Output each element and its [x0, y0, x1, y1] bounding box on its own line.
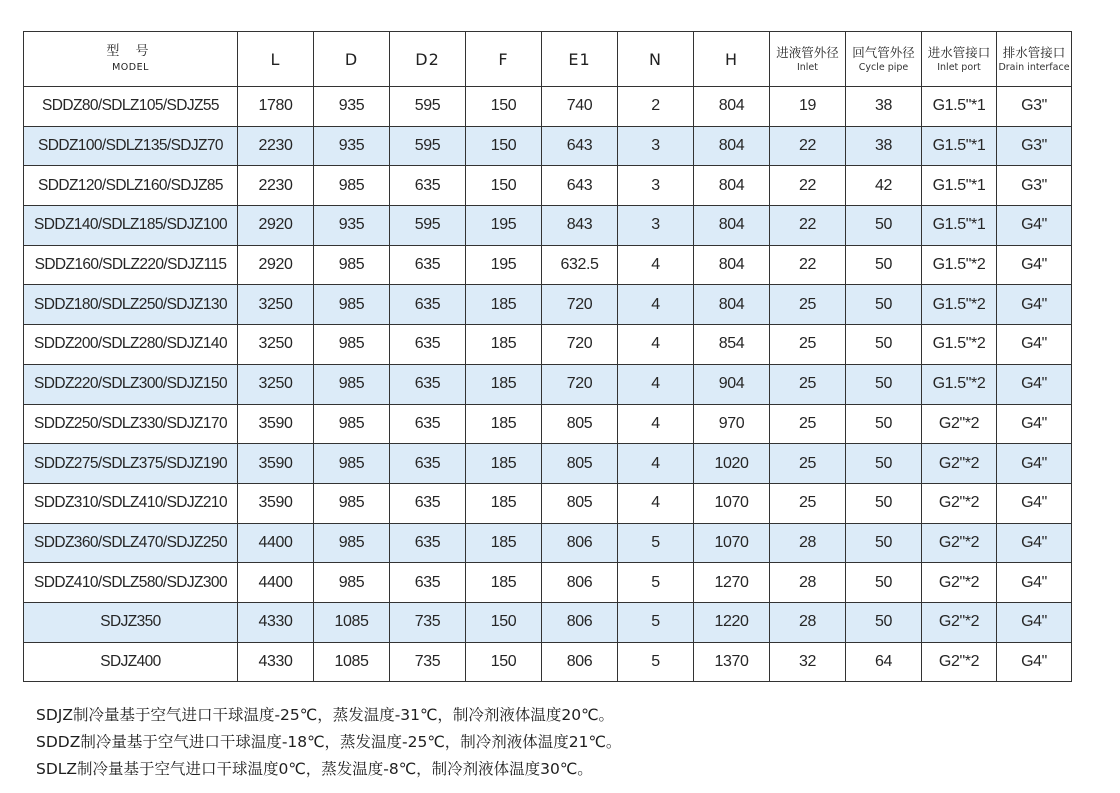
cell-inlet-port: G2"*2 [922, 642, 997, 682]
cell-f: 150 [466, 602, 542, 642]
cell-l: 3250 [238, 285, 314, 325]
cell-cycle-pipe: 50 [846, 523, 922, 563]
cell-cycle-pipe: 42 [846, 166, 922, 206]
cell-inlet: 19 [770, 87, 846, 127]
cell-d: 985 [314, 285, 390, 325]
table-row [24, 563, 1072, 603]
cell-d2: 635 [390, 563, 466, 603]
cell-l: 2230 [238, 166, 314, 206]
cell-d: 935 [314, 87, 390, 127]
header-inlet-port-en: Inlet port [937, 61, 981, 73]
cell-e1: 720 [542, 364, 618, 404]
cell-e1: 805 [542, 483, 618, 523]
cell-l: 3590 [238, 483, 314, 523]
table-row [24, 166, 1072, 206]
cell-inlet: 28 [770, 563, 846, 603]
cell-d2: 635 [390, 285, 466, 325]
cell-model: SDDZ180/SDLZ250/SDJZ130 [24, 285, 238, 325]
cell-e1: 805 [542, 404, 618, 444]
cell-drain-interface: G3" [997, 87, 1072, 127]
cell-n: 4 [618, 325, 694, 365]
cell-l: 4330 [238, 602, 314, 642]
cell-e1: 643 [542, 166, 618, 206]
header-cycle-pipe-cn: 回气管外径 [852, 44, 915, 60]
header-h: H [694, 32, 770, 87]
table-row [24, 285, 1072, 325]
cell-h: 1220 [694, 602, 770, 642]
cell-cycle-pipe: 50 [846, 602, 922, 642]
cell-drain-interface: G4" [997, 642, 1072, 682]
cell-f: 185 [466, 523, 542, 563]
cell-model: SDDZ140/SDLZ185/SDJZ100 [24, 206, 238, 246]
header-d2: D2 [390, 32, 466, 87]
cell-h: 804 [694, 245, 770, 285]
cell-l: 3590 [238, 444, 314, 484]
cell-cycle-pipe: 50 [846, 483, 922, 523]
cell-e1: 720 [542, 325, 618, 365]
cell-n: 5 [618, 563, 694, 603]
cell-inlet-port: G2"*2 [922, 444, 997, 484]
cell-n: 3 [618, 126, 694, 166]
cell-f: 150 [466, 642, 542, 682]
cell-model: SDDZ250/SDLZ330/SDJZ170 [24, 404, 238, 444]
cell-drain-interface: G3" [997, 166, 1072, 206]
cell-inlet: 22 [770, 126, 846, 166]
cell-cycle-pipe: 50 [846, 325, 922, 365]
cell-inlet-port: G1.5"*1 [922, 166, 997, 206]
table-row [24, 87, 1072, 127]
cell-l: 4400 [238, 563, 314, 603]
cell-h: 804 [694, 166, 770, 206]
header-cycle-pipe-en: Cycle pipe [858, 61, 909, 73]
cell-n: 2 [618, 87, 694, 127]
cell-d2: 735 [390, 602, 466, 642]
cell-model: SDJZ400 [24, 642, 238, 682]
cell-inlet: 25 [770, 404, 846, 444]
footnote-sdlz: SDLZ制冷量基于空气进口干球温度0℃，蒸发温度-8℃，制冷剂液体温度30℃。 [36, 760, 593, 778]
cell-n: 4 [618, 444, 694, 484]
cell-d: 985 [314, 364, 390, 404]
table-row [24, 444, 1072, 484]
cell-cycle-pipe: 50 [846, 563, 922, 603]
cell-f: 185 [466, 563, 542, 603]
cell-inlet-port: G1.5"*2 [922, 285, 997, 325]
cell-l: 3250 [238, 325, 314, 365]
cell-n: 5 [618, 642, 694, 682]
cell-n: 4 [618, 285, 694, 325]
cell-e1: 740 [542, 87, 618, 127]
cell-l: 1780 [238, 87, 314, 127]
cell-cycle-pipe: 50 [846, 404, 922, 444]
header-inlet-cn: 进液管外径 [776, 44, 839, 60]
cell-e1: 806 [542, 563, 618, 603]
cell-h: 970 [694, 404, 770, 444]
cell-inlet: 25 [770, 285, 846, 325]
cell-model: SDDZ310/SDLZ410/SDJZ210 [24, 483, 238, 523]
cell-drain-interface: G3" [997, 126, 1072, 166]
cell-drain-interface: G4" [997, 206, 1072, 246]
cell-d2: 635 [390, 325, 466, 365]
cell-n: 3 [618, 206, 694, 246]
cell-f: 150 [466, 87, 542, 127]
table-row [24, 483, 1072, 523]
table-row [24, 523, 1072, 563]
table-row [24, 404, 1072, 444]
header-model-en: MODEL [112, 62, 149, 73]
cell-h: 854 [694, 325, 770, 365]
cell-d: 1085 [314, 602, 390, 642]
cell-d: 1085 [314, 642, 390, 682]
cell-cycle-pipe: 50 [846, 285, 922, 325]
cell-d2: 635 [390, 166, 466, 206]
header-model-cn: 型 号 [106, 44, 155, 59]
header-e1: E1 [542, 32, 618, 87]
cell-h: 1370 [694, 642, 770, 682]
cell-inlet-port: G1.5"*1 [922, 126, 997, 166]
header-n: N [618, 32, 694, 87]
cell-l: 2920 [238, 206, 314, 246]
cell-cycle-pipe: 50 [846, 206, 922, 246]
cell-drain-interface: G4" [997, 404, 1072, 444]
cell-h: 804 [694, 206, 770, 246]
cell-cycle-pipe: 50 [846, 245, 922, 285]
cell-inlet-port: G2"*2 [922, 563, 997, 603]
cell-f: 195 [466, 206, 542, 246]
header-inlet-port [922, 32, 997, 87]
cell-l: 2230 [238, 126, 314, 166]
header-inlet-port-cn: 进水管接口 [927, 44, 991, 60]
cell-d2: 595 [390, 126, 466, 166]
table-header [24, 32, 1072, 87]
cell-d: 985 [314, 245, 390, 285]
cell-d2: 635 [390, 444, 466, 484]
table-row [24, 642, 1072, 682]
cell-cycle-pipe: 64 [846, 642, 922, 682]
cell-e1: 643 [542, 126, 618, 166]
cell-e1: 806 [542, 602, 618, 642]
header-l: L [238, 32, 314, 87]
cell-inlet: 25 [770, 444, 846, 484]
cell-model: SDJZ350 [24, 602, 238, 642]
cell-inlet: 28 [770, 602, 846, 642]
cell-d2: 595 [390, 206, 466, 246]
cell-drain-interface: G4" [997, 563, 1072, 603]
cell-h: 904 [694, 364, 770, 404]
cell-inlet-port: G2"*2 [922, 483, 997, 523]
cell-h: 804 [694, 126, 770, 166]
cell-drain-interface: G4" [997, 325, 1072, 365]
cell-d: 935 [314, 206, 390, 246]
header-inlet [770, 32, 846, 87]
cell-l: 4400 [238, 523, 314, 563]
cell-inlet-port: G2"*2 [922, 602, 997, 642]
cell-d2: 635 [390, 483, 466, 523]
cell-d2: 635 [390, 404, 466, 444]
cell-f: 185 [466, 483, 542, 523]
cell-model: SDDZ120/SDLZ160/SDJZ85 [24, 166, 238, 206]
cell-inlet-port: G1.5"*2 [922, 245, 997, 285]
cell-h: 1070 [694, 483, 770, 523]
cell-inlet-port: G1.5"*1 [922, 87, 997, 127]
cell-model: SDDZ200/SDLZ280/SDJZ140 [24, 325, 238, 365]
cell-f: 185 [466, 325, 542, 365]
cell-f: 185 [466, 444, 542, 484]
cell-inlet-port: G2"*2 [922, 404, 997, 444]
cell-e1: 720 [542, 285, 618, 325]
cell-d: 985 [314, 483, 390, 523]
cell-drain-interface: G4" [997, 602, 1072, 642]
header-inlet-en: Inlet [796, 61, 819, 73]
header-d: D [314, 32, 390, 87]
cell-inlet-port: G1.5"*2 [922, 364, 997, 404]
cell-cycle-pipe: 38 [846, 87, 922, 127]
cell-cycle-pipe: 50 [846, 364, 922, 404]
cell-inlet: 32 [770, 642, 846, 682]
cell-drain-interface: G4" [997, 483, 1072, 523]
spec-table [23, 31, 1072, 682]
cell-d: 985 [314, 166, 390, 206]
cell-inlet: 22 [770, 166, 846, 206]
header-drain-interface [997, 32, 1072, 87]
cell-l: 3250 [238, 364, 314, 404]
cell-n: 5 [618, 523, 694, 563]
cell-d: 985 [314, 404, 390, 444]
cell-d: 985 [314, 325, 390, 365]
cell-f: 195 [466, 245, 542, 285]
table-row [24, 364, 1072, 404]
cell-n: 5 [618, 602, 694, 642]
cell-f: 150 [466, 166, 542, 206]
table-row [24, 126, 1072, 166]
cell-d: 985 [314, 523, 390, 563]
footnote-sdjz: SDJZ制冷量基于空气进口干球温度-25℃，蒸发温度-31℃，制冷剂液体温度20℃。 [36, 706, 615, 724]
cell-inlet: 22 [770, 245, 846, 285]
table-row [24, 245, 1072, 285]
cell-f: 185 [466, 285, 542, 325]
cell-cycle-pipe: 50 [846, 444, 922, 484]
cell-inlet-port: G1.5"*2 [922, 325, 997, 365]
header-drain-interface-cn: 排水管接口 [1002, 44, 1066, 60]
cell-l: 3590 [238, 404, 314, 444]
cell-drain-interface: G4" [997, 523, 1072, 563]
cell-n: 4 [618, 404, 694, 444]
cell-cycle-pipe: 38 [846, 126, 922, 166]
cell-drain-interface: G4" [997, 444, 1072, 484]
cell-drain-interface: G4" [997, 245, 1072, 285]
cell-inlet: 22 [770, 206, 846, 246]
table-body [24, 87, 1072, 682]
cell-model: SDDZ275/SDLZ375/SDJZ190 [24, 444, 238, 484]
cell-h: 1270 [694, 563, 770, 603]
header-drain-interface-en: Drain interface [998, 61, 1070, 73]
cell-d2: 635 [390, 364, 466, 404]
cell-n: 3 [618, 166, 694, 206]
cell-e1: 632.5 [542, 245, 618, 285]
cell-inlet: 25 [770, 483, 846, 523]
header-model [24, 32, 238, 87]
footnote-sddz: SDDZ制冷量基于空气进口干球温度-18℃，蒸发温度-25℃，制冷剂液体温度21℃。 [36, 733, 622, 751]
header-cycle-pipe [846, 32, 922, 87]
cell-d2: 635 [390, 245, 466, 285]
cell-h: 1020 [694, 444, 770, 484]
cell-f: 150 [466, 126, 542, 166]
cell-l: 4330 [238, 642, 314, 682]
cell-model: SDDZ360/SDLZ470/SDJZ250 [24, 523, 238, 563]
cell-model: SDDZ160/SDLZ220/SDJZ115 [24, 245, 238, 285]
cell-h: 804 [694, 285, 770, 325]
cell-d2: 635 [390, 523, 466, 563]
cell-drain-interface: G4" [997, 364, 1072, 404]
cell-h: 804 [694, 87, 770, 127]
table-row [24, 325, 1072, 365]
table-row [24, 602, 1072, 642]
cell-d: 935 [314, 126, 390, 166]
cell-inlet-port: G1.5"*1 [922, 206, 997, 246]
table-row [24, 206, 1072, 246]
cell-model: SDDZ80/SDLZ105/SDJZ55 [24, 87, 238, 127]
cell-e1: 806 [542, 642, 618, 682]
cell-e1: 843 [542, 206, 618, 246]
cell-d2: 735 [390, 642, 466, 682]
cell-d: 985 [314, 444, 390, 484]
cell-inlet-port: G2"*2 [922, 523, 997, 563]
cell-model: SDDZ100/SDLZ135/SDJZ70 [24, 126, 238, 166]
cell-n: 4 [618, 245, 694, 285]
cell-d: 985 [314, 563, 390, 603]
cell-d2: 595 [390, 87, 466, 127]
footnotes [36, 702, 621, 783]
cell-inlet: 25 [770, 325, 846, 365]
cell-e1: 806 [542, 523, 618, 563]
cell-inlet: 25 [770, 364, 846, 404]
cell-drain-interface: G4" [997, 285, 1072, 325]
header-row [24, 32, 1072, 87]
cell-f: 185 [466, 364, 542, 404]
cell-model: SDDZ410/SDLZ580/SDJZ300 [24, 563, 238, 603]
header-f: F [466, 32, 542, 87]
cell-n: 4 [618, 483, 694, 523]
cell-inlet: 28 [770, 523, 846, 563]
cell-n: 4 [618, 364, 694, 404]
cell-l: 2920 [238, 245, 314, 285]
cell-h: 1070 [694, 523, 770, 563]
cell-e1: 805 [542, 444, 618, 484]
cell-f: 185 [466, 404, 542, 444]
cell-model: SDDZ220/SDLZ300/SDJZ150 [24, 364, 238, 404]
